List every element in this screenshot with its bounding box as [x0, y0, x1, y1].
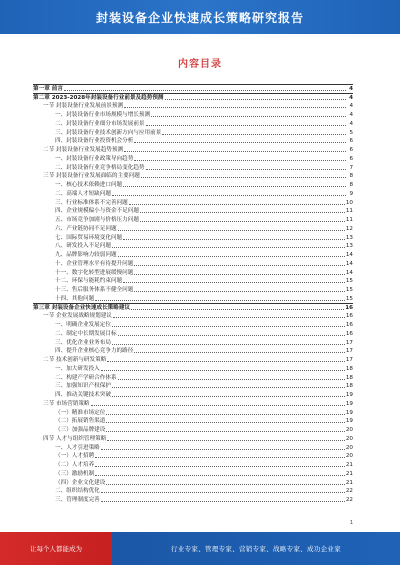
- toc-entry-page: 16: [345, 322, 353, 328]
- toc-leader-dots: [112, 344, 345, 345]
- toc-entry-label: 一、人才引进策略: [55, 444, 100, 451]
- toc-leader-dots: [151, 116, 346, 117]
- toc-entry-label: 三、加强知识产权保护: [55, 383, 111, 390]
- report-footer-banner: [0, 532, 400, 565]
- toc-entry-label: （三）加强品牌建设: [55, 427, 106, 433]
- toc-entry-page: 16: [345, 304, 353, 311]
- toc-leader-dots: [131, 309, 344, 310]
- toc-leader-dots: [106, 484, 345, 485]
- toc-entry-page: 4: [349, 112, 353, 118]
- toc-entry[interactable]: [33, 285, 353, 294]
- toc-entry[interactable]: [33, 84, 353, 93]
- toc-entry[interactable]: [33, 347, 353, 356]
- toc-entry-page: 19: [345, 400, 353, 407]
- toc-entry-page: 20: [345, 435, 353, 442]
- toc-entry-page: 4: [349, 85, 353, 92]
- toc-entry[interactable]: [33, 408, 353, 417]
- toc-entry-page: 15: [345, 287, 353, 293]
- toc-entry-page: 15: [345, 295, 353, 302]
- toc-entry-page: 11: [345, 208, 353, 215]
- toc-entry-label: 二节 技术创新与研发策略: [43, 357, 107, 363]
- toc-entry-label: （一）精准市场定位: [55, 409, 106, 416]
- toc-leader-dots: [146, 125, 346, 126]
- toc-entry[interactable]: [33, 294, 353, 303]
- toc-leader-dots: [101, 501, 345, 502]
- toc-entry-label: 一节 企业发展战略规划建议: [43, 313, 112, 320]
- toc-entry-label: 四、提升企业核心竞争力的路径: [55, 348, 134, 355]
- toc-entry-label: 三节 封装设备行业发展面临的主要问题: [43, 173, 140, 180]
- toc-entry[interactable]: [33, 250, 353, 259]
- toc-entry[interactable]: [33, 364, 353, 373]
- toc-entry-label: 一、明确企业发展定位: [55, 322, 111, 328]
- toc-entry-label: （二）拓展销售渠道: [55, 418, 106, 425]
- toc-entry[interactable]: [33, 434, 353, 443]
- toc-entry-page: 7: [349, 164, 353, 171]
- toc-leader-dots: [118, 256, 345, 257]
- toc-leader-dots: [140, 212, 345, 213]
- toc-leader-dots: [106, 422, 345, 423]
- toc-entry-page: 6: [349, 147, 353, 153]
- toc-entry-page: 19: [345, 418, 353, 425]
- toc-entry-page: 13: [345, 243, 353, 250]
- toc-entry-label: 一节 封装设备行业发展前景预测: [43, 103, 124, 110]
- toc-entry[interactable]: [33, 452, 353, 461]
- toc-entry[interactable]: [33, 137, 353, 146]
- toc-entry[interactable]: [33, 417, 353, 426]
- toc-entry-label: 八、研发投入不足问题: [55, 243, 111, 250]
- toc-leader-dots: [113, 317, 345, 318]
- toc-entry-label: 二、制定中长期发展目标: [55, 330, 117, 337]
- toc-entry[interactable]: [33, 312, 353, 321]
- toc-entry-page: 14: [345, 252, 353, 258]
- toc-entry[interactable]: [33, 128, 353, 137]
- toc-entry-label: 三节 市场营销策略: [43, 400, 90, 407]
- toc-entry-page: 16: [345, 313, 353, 320]
- report-header-banner: [0, 0, 400, 34]
- toc-entry-label: 三、优化企业业务布局: [55, 339, 111, 346]
- toc-entry[interactable]: [33, 215, 353, 224]
- page-number: 1: [349, 520, 353, 526]
- toc-entry[interactable]: [33, 154, 353, 163]
- footer-slogan-right: 行业专家、管理专家、营销专家、战略专家、成功企业家: [171, 545, 341, 553]
- toc-entry-page: 21: [345, 462, 353, 468]
- toc-leader-dots: [165, 99, 346, 100]
- toc-entry[interactable]: [33, 338, 353, 347]
- toc-entry-page: 6: [349, 155, 353, 162]
- toc-leader-dots: [134, 142, 346, 143]
- toc-leader-dots: [91, 405, 345, 406]
- toc-entry-page: 19: [345, 409, 353, 416]
- toc-entry-page: 13: [345, 234, 353, 241]
- toc-leader-dots: [101, 492, 345, 493]
- toc-leader-dots: [101, 449, 345, 450]
- toc-entry-page: 20: [345, 444, 353, 451]
- toc-entry-page: 16: [345, 330, 353, 337]
- toc-entry-page: 19: [345, 392, 353, 398]
- toc-entry-label: 十四、其他问题: [55, 295, 95, 302]
- toc-leader-dots: [112, 195, 346, 196]
- toc-entry[interactable]: [33, 145, 353, 154]
- toc-leader-dots: [107, 440, 345, 441]
- toc-entry-page: 18: [345, 383, 353, 390]
- toc-entry[interactable]: [33, 320, 353, 329]
- toc-entry-page: 22: [345, 488, 353, 495]
- toc-leader-dots: [101, 370, 345, 371]
- toc-entry-page: 9: [349, 190, 353, 197]
- toc-entry-label: 二、封装设备行业细分市场发展前景: [55, 120, 145, 127]
- toc-leader-dots: [112, 387, 345, 388]
- toc-entry-label: （三）激励机制: [55, 470, 95, 477]
- toc-entry-label: 二、组织结构优化: [55, 488, 100, 495]
- toc-entry-label: 五、市场竞争加剧与价格压力问题: [55, 217, 139, 223]
- toc-entry-label: 二、封装设备行业竞争格局变化趋势: [55, 164, 145, 171]
- toc-entry-page: 22: [345, 497, 353, 503]
- toc-heading: 内容目录: [178, 59, 222, 70]
- toc-entry[interactable]: [33, 268, 353, 277]
- toc-leader-dots: [134, 160, 346, 161]
- toc-leader-dots: [64, 90, 346, 91]
- toc-entry[interactable]: [33, 355, 353, 364]
- table-of-contents: [33, 84, 353, 504]
- toc-entry-label: 一、封装设备行业政策导向趋势: [55, 155, 134, 162]
- toc-leader-dots: [162, 134, 346, 135]
- toc-entry[interactable]: [33, 303, 353, 312]
- toc-entry[interactable]: [33, 163, 353, 172]
- toc-entry-label: 一、核心技术依赖进口问题: [55, 182, 123, 188]
- toc-leader-dots: [118, 335, 345, 336]
- toc-entry-label: 第三章 封装设备企业快速成长策略建议: [33, 304, 131, 311]
- toc-entry-label: （四）企业文化建设: [55, 479, 106, 486]
- toc-leader-dots: [95, 300, 345, 301]
- toc-entry-label: 十、企业管理水平有待提升问题: [55, 260, 134, 267]
- toc-leader-dots: [112, 247, 345, 248]
- toc-entry-label: 四、封装设备行业投资机会分析: [55, 138, 134, 145]
- toc-entry[interactable]: [33, 242, 353, 251]
- toc-leader-dots: [123, 239, 345, 240]
- toc-entry-page: 5: [349, 129, 353, 136]
- toc-leader-dots: [129, 204, 345, 205]
- toc-entry-page: 4: [349, 103, 353, 110]
- toc-leader-dots: [106, 414, 345, 415]
- toc-entry-label: 二、高端人才短缺问题: [55, 190, 111, 197]
- toc-entry[interactable]: [33, 259, 353, 268]
- toc-entry[interactable]: [33, 233, 353, 242]
- toc-entry-label: 第一章 前言: [33, 85, 63, 92]
- toc-entry[interactable]: [33, 478, 353, 487]
- toc-entry-page: 6: [349, 138, 353, 145]
- toc-entry-label: 二节 封装设备行业发展趋势预测: [43, 147, 124, 153]
- toc-entry-label: 四节 人才与组织管理策略: [43, 435, 107, 442]
- toc-entry-label: 九、品牌影响力较弱问题: [55, 252, 117, 258]
- toc-entry-label: 十二、环保与能耗约束问题: [55, 278, 123, 285]
- toc-leader-dots: [141, 177, 346, 178]
- toc-entry-label: 二、构建产学研合作体系: [55, 374, 117, 381]
- toc-leader-dots: [134, 265, 345, 266]
- toc-entry-label: 三、行业标准体系不完善问题: [55, 199, 128, 206]
- toc-entry-page: 20: [345, 453, 353, 460]
- toc-entry[interactable]: [33, 495, 353, 504]
- toc-leader-dots: [123, 186, 346, 187]
- toc-leader-dots: [118, 230, 345, 231]
- toc-entry-page: 15: [345, 278, 353, 285]
- toc-leader-dots: [95, 466, 345, 467]
- toc-entry-label: 三、封装设备行业技术创新方向与应用前景: [55, 129, 162, 136]
- toc-leader-dots: [140, 221, 345, 222]
- toc-entry[interactable]: [33, 180, 353, 189]
- toc-entry[interactable]: [33, 207, 353, 216]
- toc-leader-dots: [107, 361, 345, 362]
- toc-entry-page: 17: [345, 357, 353, 363]
- toc-entry-label: 一、封装设备行业市场规模与增长预测: [55, 112, 151, 118]
- toc-entry[interactable]: [33, 373, 353, 382]
- toc-entry[interactable]: [33, 460, 353, 469]
- toc-entry-page: 14: [345, 260, 353, 267]
- toc-entry[interactable]: [33, 224, 353, 233]
- toc-entry-label: （一）人才招聘: [55, 453, 95, 460]
- toc-entry[interactable]: [33, 443, 353, 452]
- toc-entry[interactable]: [33, 469, 353, 478]
- toc-leader-dots: [95, 475, 345, 476]
- toc-entry-page: 20: [345, 427, 353, 433]
- toc-entry-label: （二）人才培养: [55, 462, 95, 468]
- toc-entry[interactable]: [33, 329, 353, 338]
- toc-entry-label: 十三、售后服务体系不健全问题: [55, 287, 134, 293]
- toc-leader-dots: [124, 151, 346, 152]
- toc-entry[interactable]: [33, 399, 353, 408]
- toc-entry-label: 第二章 2023-2028年封装设备行业前景及趋势预测: [33, 94, 164, 101]
- toc-entry-page: 17: [345, 348, 353, 355]
- toc-leader-dots: [112, 396, 345, 397]
- toc-leader-dots: [146, 169, 346, 170]
- toc-entry[interactable]: [33, 487, 353, 496]
- toc-entry[interactable]: [33, 189, 353, 198]
- toc-entry[interactable]: [33, 198, 353, 207]
- toc-leader-dots: [134, 291, 345, 292]
- toc-leader-dots: [134, 274, 345, 275]
- toc-entry-label: 一、加大研发投入: [55, 365, 100, 372]
- toc-entry[interactable]: [33, 172, 353, 181]
- toc-entry-label: 四、推动关键技术突破: [55, 392, 111, 398]
- toc-entry[interactable]: [33, 382, 353, 391]
- toc-leader-dots: [95, 457, 345, 458]
- toc-entry-page: 21: [345, 470, 353, 477]
- toc-entry-page: 8: [349, 182, 353, 188]
- toc-entry-page: 21: [345, 479, 353, 486]
- toc-entry[interactable]: [33, 93, 353, 102]
- toc-entry[interactable]: [33, 119, 353, 128]
- toc-entry-page: 4: [349, 120, 353, 127]
- toc-entry[interactable]: [33, 425, 353, 434]
- toc-leader-dots: [106, 431, 345, 432]
- toc-entry-page: 11: [345, 217, 353, 223]
- toc-entry[interactable]: [33, 110, 353, 119]
- toc-entry-page: 14: [345, 269, 353, 276]
- toc-leader-dots: [118, 379, 345, 380]
- footer-slogan-left: 让每个人都能成为: [30, 545, 82, 553]
- toc-entry-page: 18: [345, 365, 353, 372]
- toc-entry[interactable]: [33, 277, 353, 286]
- toc-entry-label: 十一、数字化转型进展缓慢问题: [55, 269, 134, 276]
- toc-leader-dots: [134, 352, 345, 353]
- toc-entry-label: 四、企业规模偏小与资金不足问题: [55, 208, 139, 215]
- toc-entry[interactable]: [33, 102, 353, 111]
- toc-entry-label: 六、产业链协同不足问题: [55, 225, 117, 232]
- toc-entry-label: 七、国际贸易环境变化问题: [55, 234, 123, 241]
- toc-entry[interactable]: [33, 390, 353, 399]
- toc-entry-page: 4: [349, 94, 353, 101]
- toc-leader-dots: [123, 282, 345, 283]
- report-title: 封装设备企业快速成长策略研究报告: [95, 10, 304, 25]
- toc-leader-dots: [124, 107, 346, 108]
- toc-entry-page: 17: [345, 339, 353, 346]
- toc-entry-label: 三、管理制度完善: [55, 497, 100, 503]
- toc-entry-page: 8: [349, 173, 353, 180]
- toc-entry-page: 12: [345, 225, 353, 232]
- toc-leader-dots: [112, 326, 345, 327]
- toc-entry-page: 18: [345, 374, 353, 381]
- toc-entry-page: 10: [345, 199, 353, 206]
